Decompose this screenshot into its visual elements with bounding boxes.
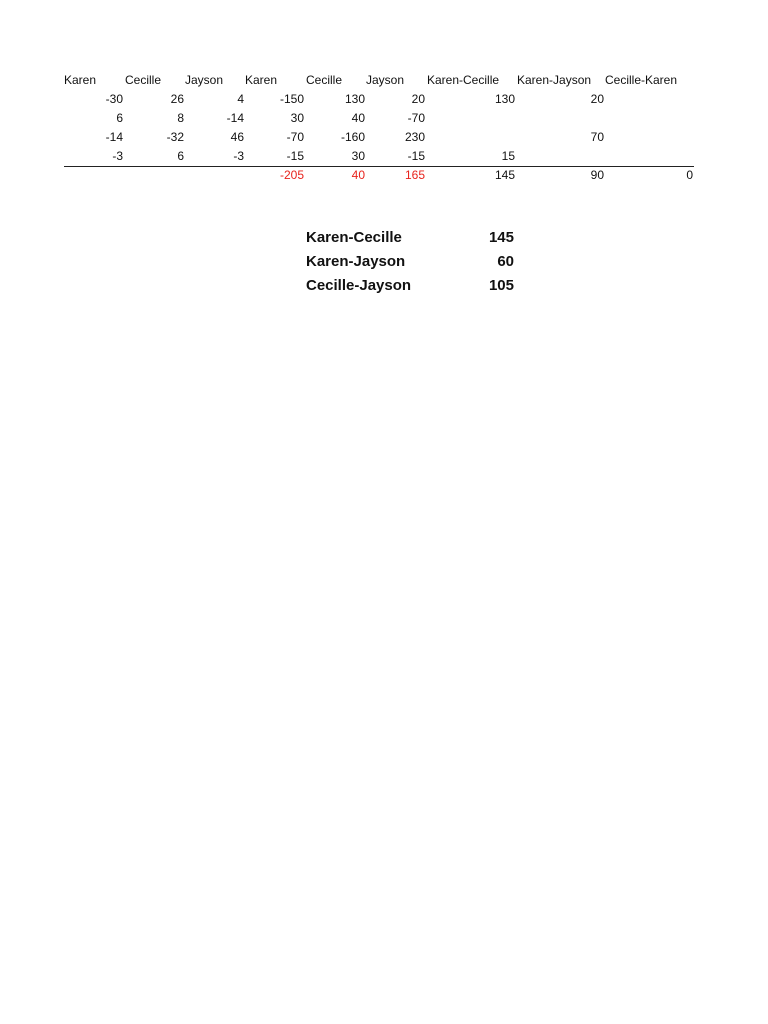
table-cell: 46: [230, 130, 244, 144]
table-cell: 30: [290, 111, 304, 125]
header-cecille-karen: Cecille-Karen: [605, 73, 678, 87]
table-cell: -30: [105, 92, 123, 106]
header-karen-cecille: Karen-Cecille: [427, 73, 500, 87]
summary-value-karen-jayson: 60: [497, 253, 514, 270]
table-cell: -160: [340, 130, 365, 144]
table-cell: -14: [226, 111, 244, 125]
table-cell: 130: [494, 92, 515, 106]
table-cell: 130: [344, 92, 365, 106]
table-cell: 26: [170, 92, 184, 106]
header-cecille-2: Cecille: [306, 73, 343, 87]
header-jayson-2: Jayson: [366, 73, 405, 87]
table-cell: 20: [590, 92, 604, 106]
table-cell: -3: [112, 149, 123, 163]
total-karen-jayson: 90: [590, 168, 604, 182]
table-cell: -15: [286, 149, 304, 163]
table-cell: 70: [590, 130, 604, 144]
table-cell: -3: [233, 149, 244, 163]
summary-label-karen-cecille: Karen-Cecille: [306, 229, 402, 246]
table-cell: 20: [411, 92, 425, 106]
table-cell: 8: [177, 111, 184, 125]
total-jayson: 165: [404, 168, 425, 182]
table-cell: 6: [116, 111, 123, 125]
header-jayson-1: Jayson: [185, 73, 224, 87]
table-cell: -70: [286, 130, 304, 144]
table-cell: -70: [407, 111, 425, 125]
summary-value-karen-cecille: 145: [488, 229, 514, 246]
table-cell: -32: [166, 130, 184, 144]
table-cell: -15: [407, 149, 425, 163]
table-cell: 40: [351, 111, 365, 125]
header-karen-2: Karen: [245, 73, 278, 87]
header-cecille-1: Cecille: [125, 73, 162, 87]
table-cell: 15: [501, 149, 515, 163]
table-cell: 6: [177, 149, 184, 163]
table-cell: 4: [237, 92, 244, 106]
total-cecille-karen: 0: [686, 168, 693, 182]
header-karen-jayson: Karen-Jayson: [517, 73, 592, 87]
total-karen: -205: [279, 168, 304, 182]
summary-label-karen-jayson: Karen-Jayson: [306, 253, 406, 270]
summary-value-cecille-jayson: 105: [488, 277, 514, 294]
table-cell: -150: [279, 92, 304, 106]
table-cell: -14: [105, 130, 123, 144]
header-karen-1: Karen: [64, 73, 97, 87]
table-cell: 230: [404, 130, 425, 144]
total-cecille: 40: [351, 168, 365, 182]
summary-label-cecille-jayson: Cecille-Jayson: [306, 277, 412, 294]
total-karen-cecille: 145: [494, 168, 515, 182]
table-cell: 30: [351, 149, 365, 163]
